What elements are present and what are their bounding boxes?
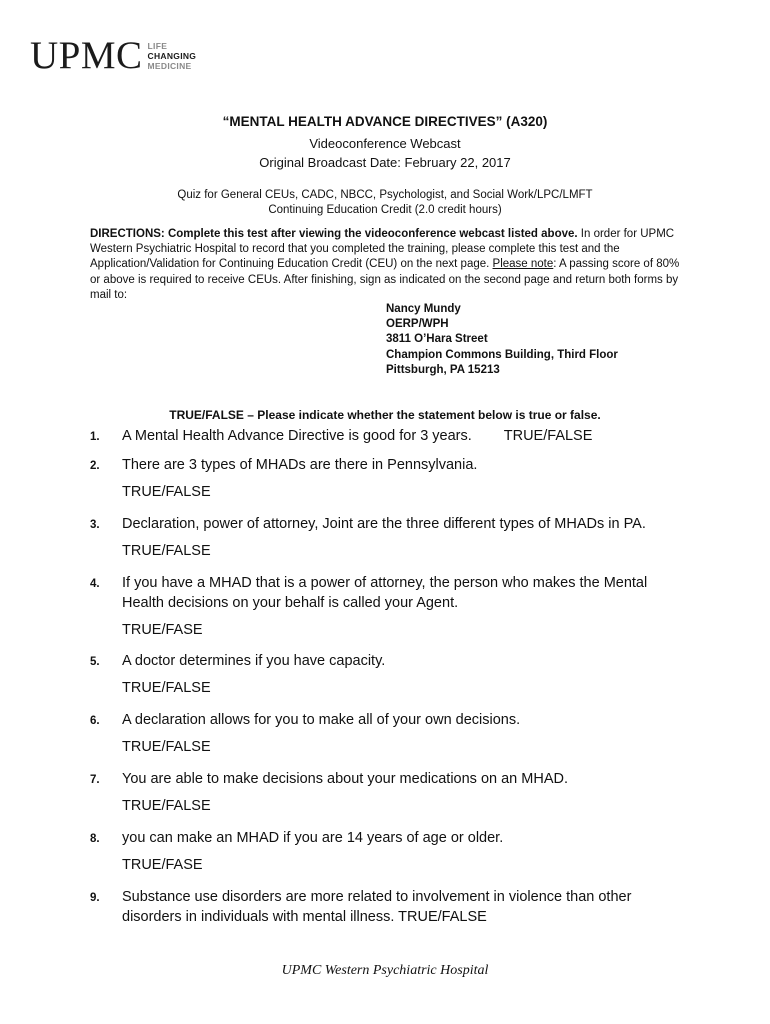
address-line: 3811 O’Hara Street [386,333,488,346]
question-number: 5. [90,656,100,668]
question-text: Substance use disorders are more related to involvement in violence than other disorders in individuals with mental illness. TRUE/FALSE [122,889,632,925]
directions-lead: DIRECTIONS: Complete this test after viewing the videoconference webcast listed above. [90,228,578,240]
question-number: 3. [90,519,100,531]
please-note-label: Please note [492,258,554,271]
question-answer-options: TRUE/FALSE [122,739,211,755]
document-title: “MENTAL HEALTH ADVANCE DIRECTIVES” (A320) [222,114,548,129]
directions-body-1: In order for UPMC Western Psychiatric Hospital to record that you completed the training, please complete this test and the Application/Validation for Continuing Education Credit (CEU) on the next page. [90,228,675,271]
address-line: OERP/WPH [386,318,449,331]
question-number: 2. [90,460,100,472]
question-text: You are able to make decisions about your medications on an MHAD. [122,771,568,787]
question-number: 8. [90,833,100,845]
upmc-logo [30,36,196,75]
question-answer-options: TRUE/FALSE [122,543,211,559]
question-text: A doctor determines if you have capacity. [122,653,386,669]
tagline-line-1: LIFE [147,40,168,51]
address-line: Champion Commons Building, Third Floor [386,348,618,361]
question-text: A Mental Health Advance Directive is good for 3 years. TRUE/FALSE [122,428,593,444]
question-number: 9. [90,892,100,904]
question-text: There are 3 types of MHADs are there in Pennsylvania. [122,457,478,473]
question-text: Declaration, power of attorney, Joint are the three different types of MHADs in PA. [122,516,646,532]
question-number: 1. [90,431,100,443]
page-footer: UPMC Western Psychiatric Hospital [281,963,489,978]
address-line: Pittsburgh, PA 15213 [386,363,500,376]
credit-line: Continuing Education Credit (2.0 credit hours) [268,204,502,216]
logo-tagline [148,41,197,71]
logo-wordmark: UPMC [30,34,143,77]
tagline-line-3: MEDICINE [147,60,192,71]
address-line: Nancy Mundy [386,303,461,315]
section-header: TRUE/FALSE – Please indicate whether the statement below is true or false. [169,408,601,422]
tagline-line-2: CHANGING [147,50,197,61]
mailing-address [386,302,618,378]
question-answer-options: TRUE/FALSE [122,484,211,500]
question-number: 6. [90,715,100,727]
question-answer-options: TRUE/FASE [122,622,203,638]
subtitle: Videoconference Webcast [309,136,461,151]
question-number: 7. [90,774,100,786]
question-number: 4. [90,578,100,590]
question-text: you can make an MHAD if you are 14 years of age or older. [122,830,504,846]
question-text: A declaration allows for you to make all of your own decisions. [122,712,521,728]
quiz-line: Quiz for General CEUs, CADC, NBCC, Psychologist, and Social Work/LPC/LMFT [177,189,593,201]
question-answer-options: TRUE/FASE [122,857,203,873]
question-answer-options: TRUE/FALSE [122,798,211,814]
directions-body-2: : A passing score of 80% or above is required to receive CEUs. After finishing, sign as indicated on the second page and return both forms by mail to: [90,258,680,301]
question-text: If you have a MHAD that is a power of attorney, the person who makes the Mental Health decisions on your behalf is called your Agent. [122,575,648,611]
question-answer-options: TRUE/FALSE [122,680,211,696]
directions-paragraph [90,227,690,303]
broadcast-date: Original Broadcast Date: February 22, 2017 [259,155,511,170]
